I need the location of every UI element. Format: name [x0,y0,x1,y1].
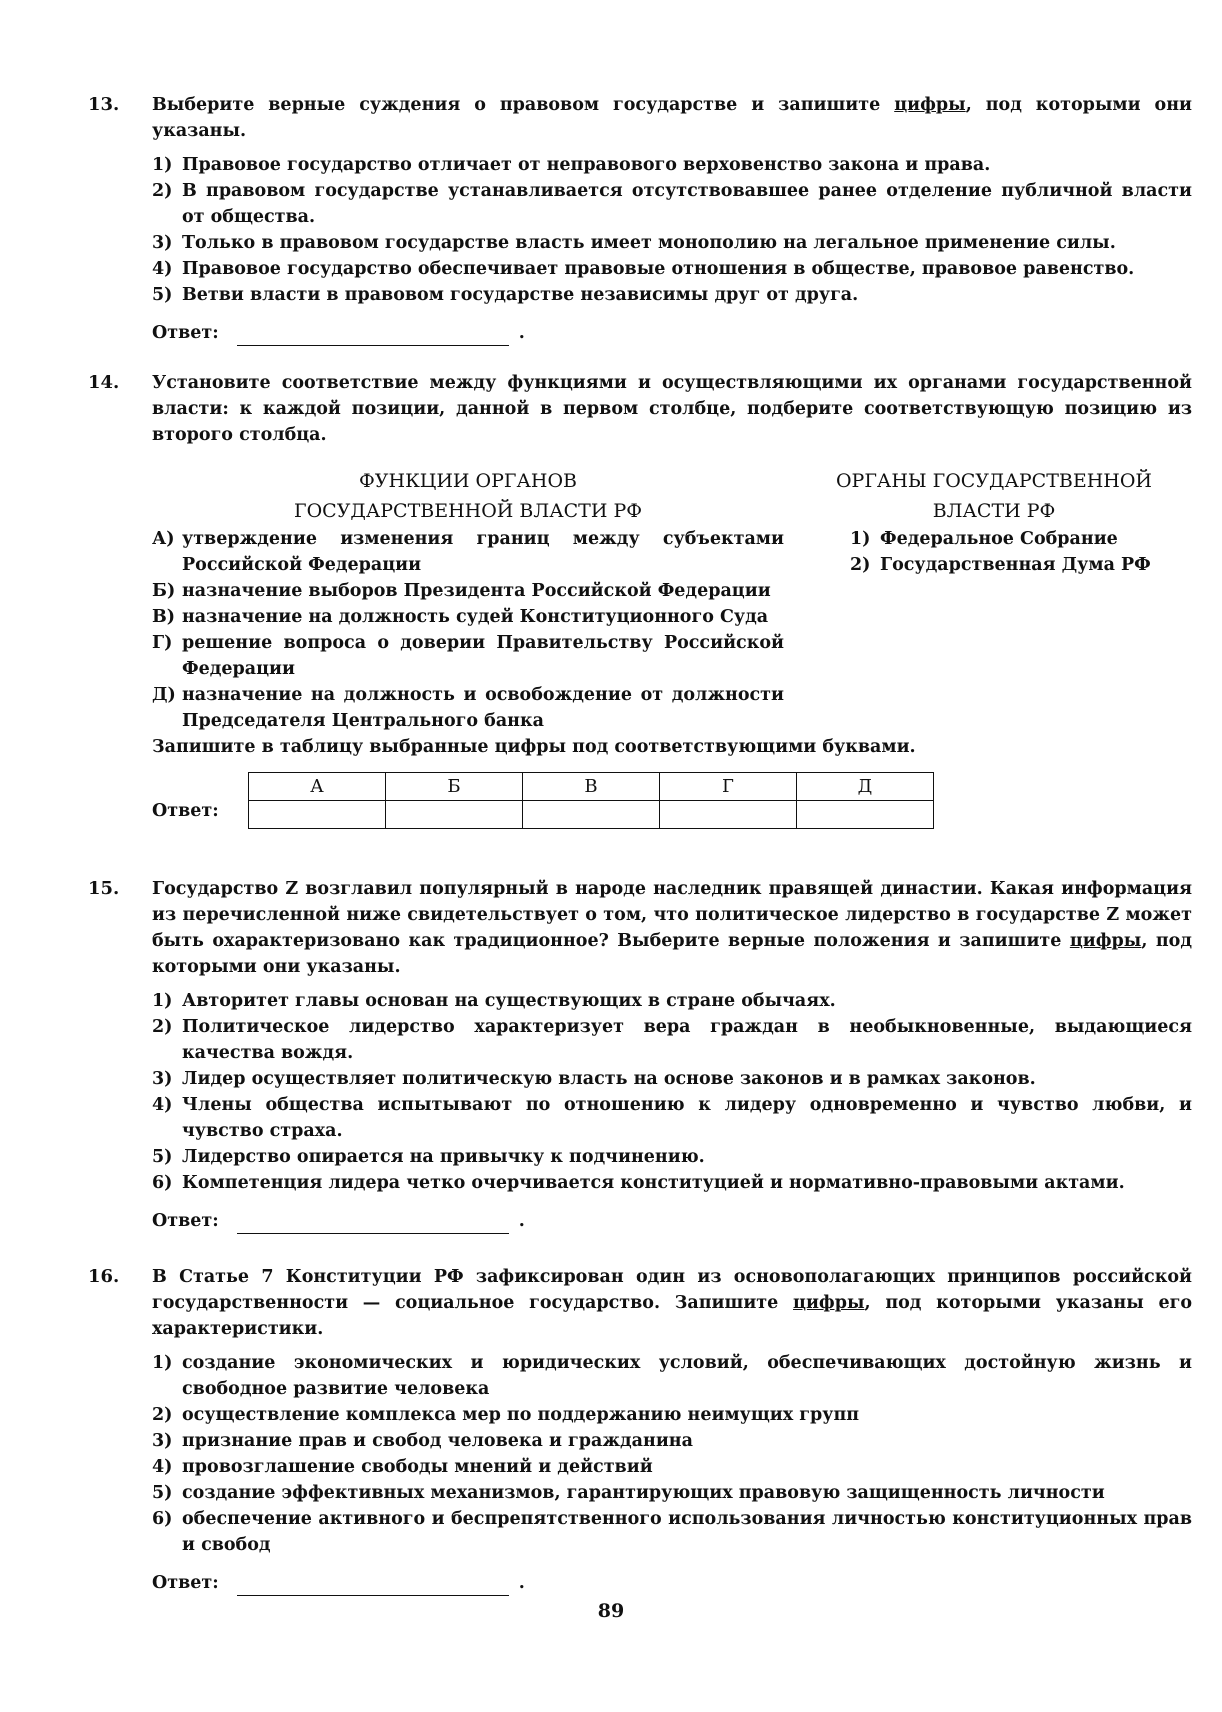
question-text: Выберите верные суждения о правовом государстве и запишите [152,95,895,115]
table-header-b: Б [386,773,523,801]
answer-line[interactable] [237,325,509,346]
function-item: В) назначение на должность судей Конституционного Суда [152,607,769,627]
question-emphasis: цифры [1069,931,1142,951]
answer-table-row [152,772,1192,829]
table-header-g: Г [660,773,797,801]
option-item: 6) Компетенция лидера четко очерчивается конституцией и нормативно-правовыми актами. [152,1173,1125,1193]
answer-cell-d[interactable] [797,801,934,829]
answer-row [152,1570,1192,1596]
answer-row [152,1208,1192,1234]
answer-cell-g[interactable] [660,801,797,829]
organ-item: 2) Государственная Дума РФ [850,555,1151,575]
functions-header: ФУНКЦИИ ОРГАНОВ ГОСУДАРСТВЕННОЙ ВЛАСТИ РФ [294,470,642,522]
task-number: 16. [88,1266,120,1287]
task-question: Установите соответствие между функциями и осуществляющими их органами государственной власти: к каждой позиции, данной в первом столбце, подберите соответствующую позицию из второго столбца. [152,373,1192,445]
page-number: 89 [597,1600,625,1622]
question-text-end: , под которыми они указаны. [152,95,1193,141]
organs-header: ОРГАНЫ ГОСУДАРСТВЕННОЙ ВЛАСТИ РФ [835,470,1152,522]
question-emphasis: цифры [793,1293,865,1313]
table-instruction: Запишите в таблицу выбранные цифры под соответствующими буквами. [152,737,916,757]
option-item: 6) обеспечение активного и беспрепятственного использования личностью конституционных прав и свобод [152,1509,1192,1555]
task-number: 13. [88,94,120,115]
function-item: Б) назначение выборов Президента Российской Федерации [152,581,771,601]
option-item: 3) признание прав и свобод человека и гражданина [152,1431,693,1451]
question-text-end: , под которыми указаны его характеристики. [152,1293,1192,1339]
question-emphasis: цифры [894,95,966,115]
answer-cell-a[interactable] [249,801,386,829]
option-item: 1) Правовое государство отличает от неправового верховенство закона и права. [152,155,991,175]
option-item: 4) провозглашение свободы мнений и действий [152,1457,653,1477]
table-header-v: В [523,773,660,801]
answer-label: Ответ: [152,1211,219,1231]
task-13 [88,92,1192,346]
answer-dot: . [518,1211,525,1231]
answer-cell-b[interactable] [386,801,523,829]
option-item: 4) Члены общества испытывают по отношению к лидеру одновременно и чувство любви, и чувство страха. [152,1095,1192,1141]
task-question [152,1264,1192,1342]
answer-row [152,320,1192,346]
option-item: 3) Лидер осуществляет политическую власть на основе законов и в рамках законов. [152,1069,1036,1089]
organs-column [816,466,1172,734]
answer-label: Ответ: [152,323,219,343]
option-item: 5) Лидерство опирается на привычку к подчинению. [152,1147,705,1167]
organ-item: 1) Федеральное Собрание [850,529,1118,549]
question-text-end: , под которыми они указаны. [152,931,1192,977]
options-list [152,988,1192,1196]
task-question [152,92,1192,144]
answer-dot: . [518,1573,525,1593]
answer-label: Ответ: [152,800,219,821]
matching-columns [152,466,1192,734]
answer-table-input-row [249,801,934,829]
option-item: 5) Ветви власти в правовом государстве независимы друг от друга. [152,285,859,305]
task-number: 15. [88,878,120,899]
task-16 [88,1264,1192,1596]
function-item: Д) назначение на должность и освобождение от должности Председателя Центрального банка [152,685,784,731]
function-item: Г) решение вопроса о доверии Правительству Российской Федерации [152,633,784,679]
task-number: 14. [88,372,120,393]
option-item: 1) создание экономических и юридических условий, обеспечивающих достойную жизнь и свободное развитие человека [152,1353,1192,1399]
question-text: В Статье 7 Конституции РФ зафиксирован один из основополагающих принципов российской государственности — социальное государство. Запишите [152,1267,1192,1313]
options-list [152,1350,1192,1558]
function-item: А) утверждение изменения границ между субъектами Российской Федерации [152,529,784,575]
table-header-d: Д [797,773,934,801]
answer-line[interactable] [237,1213,509,1234]
functions-column [152,466,784,734]
option-item: 2) В правовом государстве устанавливается отсутствовавшее ранее отделение публичной власти от общества. [152,181,1192,227]
options-list [152,152,1192,308]
option-item: 2) осуществление комплекса мер по поддержанию неимущих групп [152,1405,860,1425]
task-question [152,876,1192,980]
table-header-a: А [249,773,386,801]
option-item: 4) Правовое государство обеспечивает правовые отношения в обществе, правовое равенство. [152,259,1135,279]
task-14 [88,370,1192,829]
option-item: 3) Только в правовом государстве власть имеет монополию на легальное применение силы. [152,233,1116,253]
question-text: Государство Z возглавил популярный в народе наследник правящей династии. Какая информация из перечисленной ниже свидетельствует о том, что политическое лидерство в государстве Z может быть охарактеризовано как традиционное? Выберите верные положения и запишите [152,879,1192,951]
answer-table [248,772,934,829]
task-15 [88,876,1192,1234]
option-item: 2) Политическое лидерство характеризует вера граждан в необыкновенные, выдающиеся качества вождя. [152,1017,1192,1063]
option-item: 1) Авторитет главы основан на существующих в стране обычаях. [152,991,836,1011]
answer-cell-v[interactable] [523,801,660,829]
answer-line[interactable] [237,1575,509,1596]
answer-dot: . [518,323,525,343]
option-item: 5) создание эффективных механизмов, гарантирующих правовую защищенность личности [152,1483,1105,1503]
answer-label: Ответ: [152,1573,219,1593]
answer-table-header [249,773,934,801]
